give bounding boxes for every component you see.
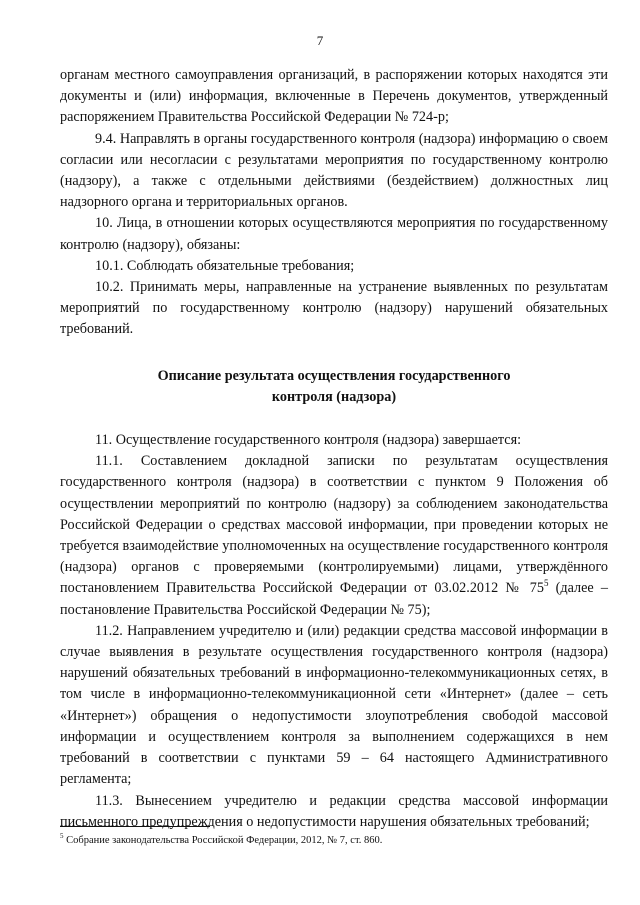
paragraph-11-1-text: 11.1. Составлением докладной записки по результатам осуществления государственного контроля (надзора) в соответствии с пунктом 9 Положения об осуществлении мероприятий по контролю (надзору) за соблюдением законодательства Российской Федерации о средствах массовой информации, при проведении которых не требуется взаимодействие уполномоченных на осуществление государственного контроля (надзора) органов с проверяемыми (контролируемыми) лицами, утверждённого постановлением Правительства Российской Федерации от 03.02.2012 № 75 [60, 453, 608, 597]
paragraph-10-2: 10.2. Принимать меры, направленные на устранение выявленных по результатам мероприятий по государственному контролю (надзору) нарушений обязательных требований. [60, 279, 608, 338]
footnote-divider [60, 826, 210, 827]
paragraph-11-1 [60, 451, 608, 621]
footnote-reference: 5 [543, 577, 549, 588]
document-body [60, 65, 608, 833]
paragraph-10-1: 10.1. Соблюдать обязательные требования; [95, 257, 355, 274]
paragraph-10: 10. Лица, в отношении которых осуществляются мероприятия по государственному контролю (надзору), обязаны: [60, 215, 608, 253]
paragraph-11-3: 11.3. Вынесением учредителю и редакции средства массовой информации письменного предупреждения о недопустимости нарушения обязательных требований; [60, 792, 608, 830]
paragraph-continuation: органам местного самоуправления организаций, в распоряжении которых находятся эти документы и (или) информация, включенные в Перечень документов, утвержденный распоряжением Правительства Российской Федерации № 724-р; [60, 67, 608, 126]
paragraph-11-2: 11.2. Направлением учредителю и (или) редакции средства массовой информации в случае выявления в результате осуществления государственного контроля (надзора) нарушений обязательных требований в информационно-телекоммуникационных сетях, в том числе в информационно-телекоммуникационной сети «Интернет» (далее – сеть «Интернет») обращения о недопустимости злоупотребления свободой массовой информации и осуществлением контроля за выполнением содержащихся в нем требований в соответствии с пунктами 59 – 64 настоящего Административного регламента; [60, 622, 608, 788]
section-heading [60, 366, 608, 408]
section-heading-line-2: контроля (надзора) [271, 388, 397, 405]
footnote-marker: 5 [60, 831, 64, 840]
page-number: 7 [316, 33, 324, 48]
footnote-text: Собрание законодательства Российской Федерации, 2012, № 7, ст. 860. [63, 835, 383, 846]
paragraph-9-4: 9.4. Направлять в органы государственного контроля (надзора) информацию о своем согласии или несогласии с результатами мероприятия по государственному контролю (надзору), а также с отдельными действиями (бездействием) должностных лиц надзорного органа и территориальных органов. [60, 130, 608, 211]
paragraph-11-1-tail: (далее – постановление Правительства Российской Федерации № 75); [60, 580, 608, 618]
section-heading-line-1: Описание результата осуществления государственного [157, 367, 511, 384]
paragraph-11: 11. Осуществление государственного контроля (надзора) завершается: [95, 432, 522, 449]
footnote [60, 831, 608, 848]
